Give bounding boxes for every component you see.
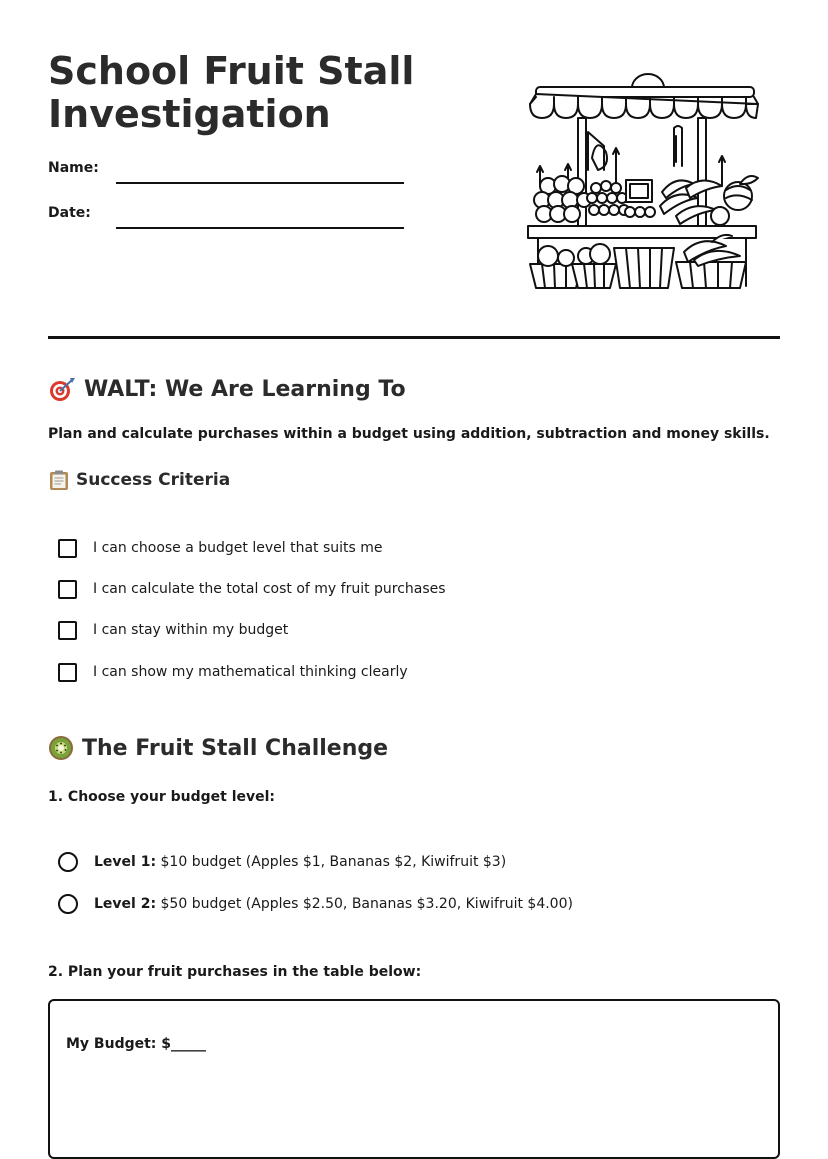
level-2-label: Level 2: [94, 896, 157, 912]
level-1-detail: $10 budget (Apples $1, Bananas $2, Kiwifruit $3) [160, 854, 507, 870]
budget-level-option[interactable] [58, 850, 506, 874]
my-budget-field[interactable]: My Budget: $_____ [66, 1036, 207, 1052]
title-line-1: School Fruit Stall [48, 49, 415, 93]
step-1-label: 1. Choose your budget level: [48, 789, 276, 805]
level-1-label: Level 1: [94, 854, 157, 870]
kiwi-icon [48, 735, 74, 761]
name-label: Name: [48, 160, 99, 176]
criteria-item[interactable] [58, 536, 383, 560]
criteria-text: I can show my mathematical thinking clearly [93, 664, 408, 680]
walt-statement: Plan and calculate purchases within a budget using addition, subtraction and money skills. [48, 426, 770, 442]
challenge-heading-text: The Fruit Stall Challenge [82, 735, 389, 761]
date-label: Date: [48, 205, 91, 221]
worksheet-page [48, 0, 780, 1118]
level-2-detail: $50 budget (Apples $2.50, Bananas $3.20, Kiwifruit $4.00) [160, 896, 573, 912]
challenge-heading [48, 735, 388, 761]
name-field[interactable] [48, 160, 408, 190]
budget-level-option[interactable] [58, 892, 573, 916]
clipboard-icon [48, 469, 70, 491]
date-line[interactable] [116, 227, 404, 229]
criteria-text: I can choose a budget level that suits me [93, 540, 383, 556]
criteria-checkbox[interactable] [58, 663, 77, 682]
date-field[interactable] [48, 205, 408, 235]
level-2-radio[interactable] [58, 894, 78, 914]
criteria-item[interactable] [58, 660, 408, 684]
success-criteria-heading [48, 469, 230, 491]
purchase-planning-box [48, 999, 780, 1159]
section-divider [48, 336, 780, 339]
page-title [48, 50, 488, 136]
step-2-label: 2. Plan your fruit purchases in the table below: [48, 964, 422, 980]
level-1-text [94, 854, 506, 870]
level-1-radio[interactable] [58, 852, 78, 872]
criteria-text: I can stay within my budget [93, 622, 289, 638]
target-icon [48, 376, 76, 402]
success-criteria-heading-text: Success Criteria [76, 470, 231, 490]
criteria-checkbox[interactable] [58, 580, 77, 599]
title-line-2: Investigation [48, 92, 331, 136]
name-line[interactable] [116, 182, 404, 184]
fruit-stall-illustration [526, 66, 762, 294]
walt-heading-text: WALT: We Are Learning To [84, 376, 406, 402]
level-2-text [94, 896, 573, 912]
criteria-item[interactable] [58, 618, 288, 642]
criteria-checkbox[interactable] [58, 621, 77, 640]
criteria-item[interactable] [58, 577, 446, 601]
walt-heading [48, 376, 406, 402]
criteria-checkbox[interactable] [58, 539, 77, 558]
criteria-text: I can calculate the total cost of my fruit purchases [93, 581, 446, 597]
